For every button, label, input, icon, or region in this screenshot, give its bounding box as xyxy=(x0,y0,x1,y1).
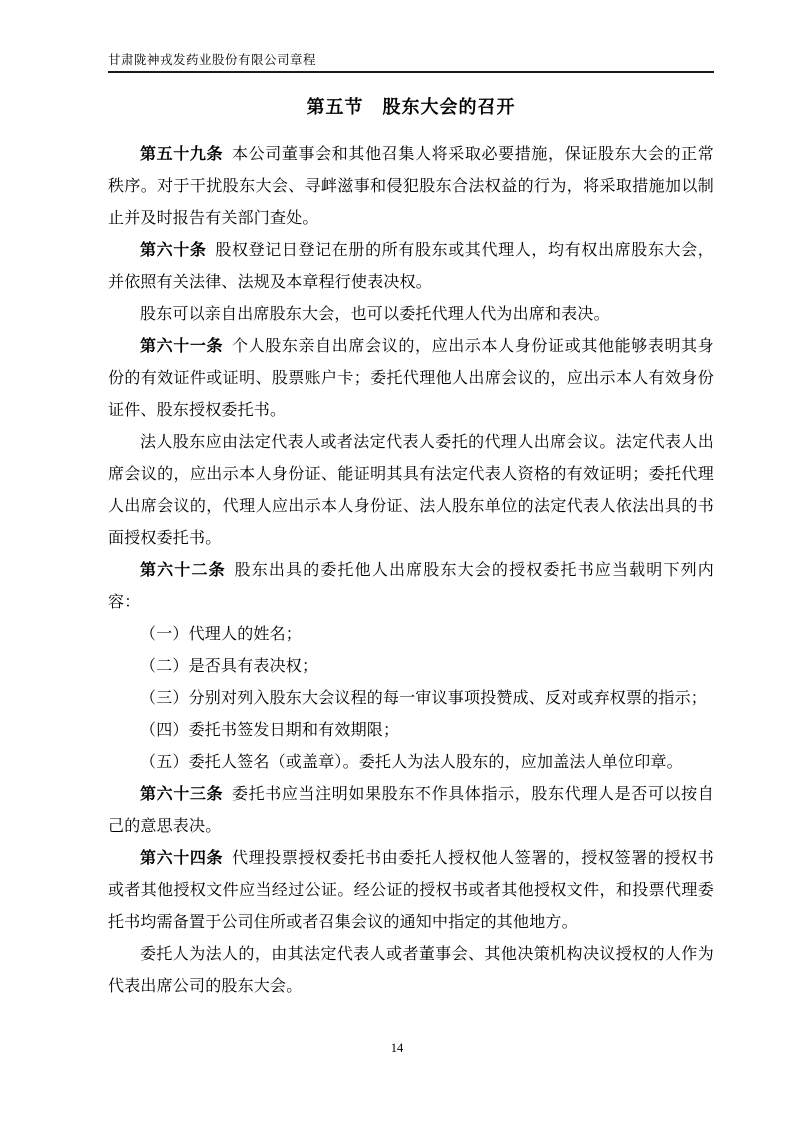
paragraph: 法人股东应由法定代表人或者法定代表人委托的代理人出席会议。法定代表人出席会议的，应出示本人身份证、能证明其具有法定代表人资格的有效证明；委托代理人出席会议的，代理人应出示本人身份证、法人股东单位的法定代表人依法出具的书面授权委托书。 xyxy=(108,434,714,547)
paragraph: 第六十四条 代理投票授权委托书由委托人授权他人签署的，授权签署的授权书或者其他授权文件应当经过公证。经公证的授权书或者其他授权文件，和投票代理委托书均需备置于公司住所或者召集会议的通知中指定的其他地方。 xyxy=(108,850,714,931)
paragraph: 第六十三条 委托书应当注明如果股东不作具体指示，股东代理人是否可以按自己的意思表决。 xyxy=(108,786,714,835)
page-number: 14 xyxy=(390,1041,404,1055)
paragraph: （二）是否具有表决权； xyxy=(140,658,319,675)
document-header xyxy=(108,52,714,73)
paragraph: 第六十条 股权登记日登记在册的所有股东或其代理人，均有权出席股东大会，并依照有关法律、法规及本章程行使表决权。 xyxy=(108,242,714,291)
article-number: 第五十九条 xyxy=(140,146,224,163)
article-number: 第六十四条 xyxy=(140,850,224,867)
header-title: 甘肃陇神戎发药业股份有限公司章程 xyxy=(108,53,317,67)
paragraph: 第六十二条 股东出具的委托他人出席股东大会的授权委托书应当载明下列内容： xyxy=(108,562,714,611)
paragraph: 第六十一条 个人股东亲自出席会议的，应出示本人身份证或其他能够表明其身份的有效证件或证明、股票账户卡；委托代理他人出席会议的，应出示本人有效身份证件、股东授权委托书。 xyxy=(108,338,714,419)
paragraph: 委托人为法人的，由其法定代表人或者董事会、其他决策机构决议授权的人作为代表出席公司的股东大会。 xyxy=(108,946,714,995)
article-number: 第六十一条 xyxy=(140,338,224,355)
section-title: 第五节 股东大会的召开 xyxy=(306,97,516,117)
paragraph: （三）分别对列入股东大会议程的每一审议事项投赞成、反对或弃权票的指示； xyxy=(140,690,708,707)
page-footer xyxy=(0,1039,794,1057)
paragraph: （五）委托人签名（或盖章）。委托人为法人股东的，应加盖法人单位印章。 xyxy=(140,754,683,771)
paragraph: （一）代理人的姓名； xyxy=(140,626,303,643)
paragraph: 股东可以亲自出席股东大会，也可以委托代理人代为出席和表决。 xyxy=(140,306,610,323)
article-number: 第六十三条 xyxy=(140,786,224,803)
paragraph: 第五十九条 本公司董事会和其他召集人将采取必要措施，保证股东大会的正常秩序。对于干扰股东大会、寻衅滋事和侵犯股东合法权益的行为，将采取措施加以制止并及时报告有关部门查处。 xyxy=(108,146,714,227)
article-number: 第六十二条 xyxy=(140,562,226,579)
article-number: 第六十条 xyxy=(140,242,207,259)
document-body xyxy=(108,139,714,1003)
paragraph: （四）委托书签发日期和有效期限； xyxy=(140,722,400,739)
